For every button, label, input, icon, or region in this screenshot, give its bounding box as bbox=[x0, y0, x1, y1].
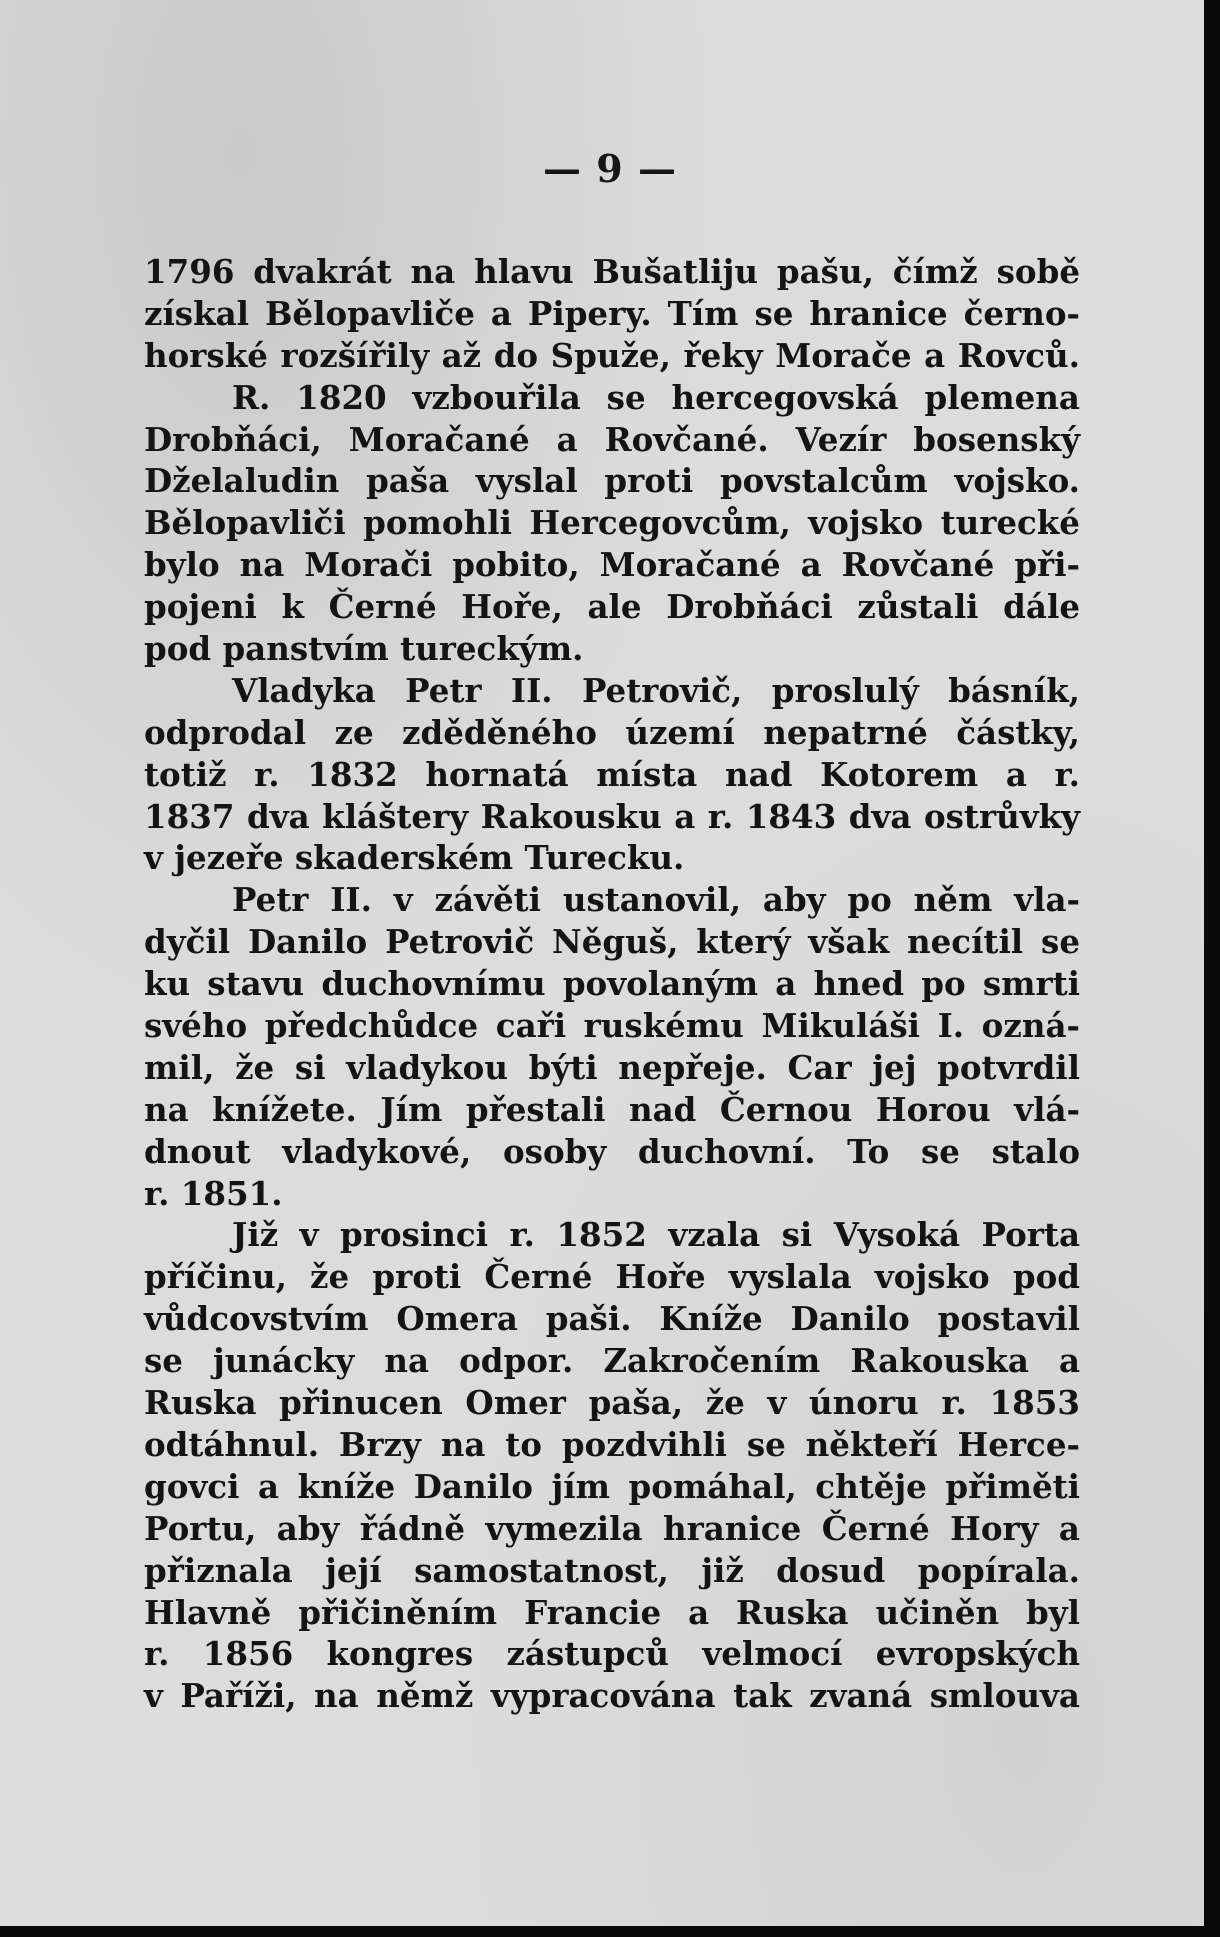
text-line: Dželaludin paša vyslal proti povstalcům vojsko. bbox=[144, 461, 1080, 501]
text-line: svého předchůdce caři ruskému Mikuláši I. ozná- bbox=[144, 1006, 1080, 1046]
text-line: 1837 dva kláštery Rakousku a r. 1843 dva ostrůvky bbox=[144, 796, 1080, 836]
text-line: se junácky na odpor. Zakročením Rakouska a bbox=[144, 1341, 1080, 1381]
text-line: r. 1856 kongres zástupců velmocí evropských bbox=[144, 1634, 1080, 1674]
text-line: dnout vladykové, osoby duchovní. To se stalo bbox=[144, 1131, 1080, 1171]
text-line: v jezeře skaderském Turecku. bbox=[144, 838, 685, 878]
text-line: mil, že si vladykou býti nepřeje. Car jej potvrdil bbox=[144, 1047, 1080, 1087]
text-line: dyčil Danilo Petrovič Něguš, který však necítil se bbox=[144, 922, 1080, 962]
text-line: Petr II. v závěti ustanovil, aby po něm vla- bbox=[232, 880, 1080, 920]
text-line: pod panstvím tureckým. bbox=[144, 629, 584, 669]
text-line: získal Bělopavliče a Pipery. Tím se hranice černo- bbox=[144, 293, 1080, 333]
text-line: na knížete. Jím přestali nad Černou Horou vlá- bbox=[144, 1089, 1080, 1129]
text-line: bylo na Morači pobito, Moračané a Rovčané při- bbox=[144, 545, 1080, 585]
text-line: odtáhnul. Brzy na to pozdvihli se někteří Herce- bbox=[144, 1424, 1080, 1464]
text-line: totiž r. 1832 hornatá místa nad Kotorem a r. bbox=[144, 754, 1080, 794]
text-line: Hlavně přičiněním Francie a Ruska učiněn byl bbox=[144, 1592, 1080, 1632]
text-line: Drobňáci, Moračané a Rovčané. Vezír bosenský bbox=[144, 419, 1080, 459]
text-line: ku stavu duchovnímu povolaným a hned po smrti bbox=[144, 964, 1080, 1004]
text-line: vůdcovstvím Omera paši. Kníže Danilo postavil bbox=[144, 1299, 1080, 1339]
text-line: horské rozšířily až do Spuže, řeky Morače a Rovců. bbox=[144, 335, 1080, 375]
text-line: r. 1851. bbox=[144, 1173, 283, 1213]
text-line: pojeni k Černé Hoře, ale Drobňáci zůstali dále bbox=[144, 587, 1080, 627]
scan-border-right bbox=[1204, 0, 1220, 1937]
text-line: Portu, aby řádně vymezila hranice Černé Hory a bbox=[144, 1508, 1080, 1548]
page-number: — 9 — bbox=[543, 146, 677, 191]
text-line: příčinu, že proti Černé Hoře vyslala vojsko pod bbox=[144, 1257, 1080, 1297]
text-line: Bělopavliči pomohli Hercegovcům, vojsko turecké bbox=[144, 503, 1080, 543]
text-line: přiznala její samostatnost, již dosud popírala. bbox=[144, 1550, 1080, 1590]
text-line: 1796 dvakrát na hlavu Bušatliju pašu, čímž sobě bbox=[144, 252, 1080, 291]
text-line: odprodal ze zděděného území nepatrné částky, bbox=[144, 712, 1080, 752]
text-line: v Paříži, na němž vypracována tak zvaná smlouva bbox=[144, 1676, 1080, 1716]
text-line: Ruska přinucen Omer paša, že v únoru r. 1853 bbox=[144, 1383, 1080, 1423]
text-line: R. 1820 vzbouřila se hercegovská plemena bbox=[232, 377, 1080, 417]
text-line: Vladyka Petr II. Petrovič, proslulý básník, bbox=[232, 670, 1080, 710]
page-text bbox=[144, 251, 1080, 1717]
text-line: Již v prosinci r. 1852 vzala si Vysoká Porta bbox=[232, 1215, 1080, 1255]
text-line: govci a kníže Danilo jím pomáhal, chtěje přiměti bbox=[144, 1466, 1080, 1506]
scan-border-bottom bbox=[0, 1926, 1220, 1937]
